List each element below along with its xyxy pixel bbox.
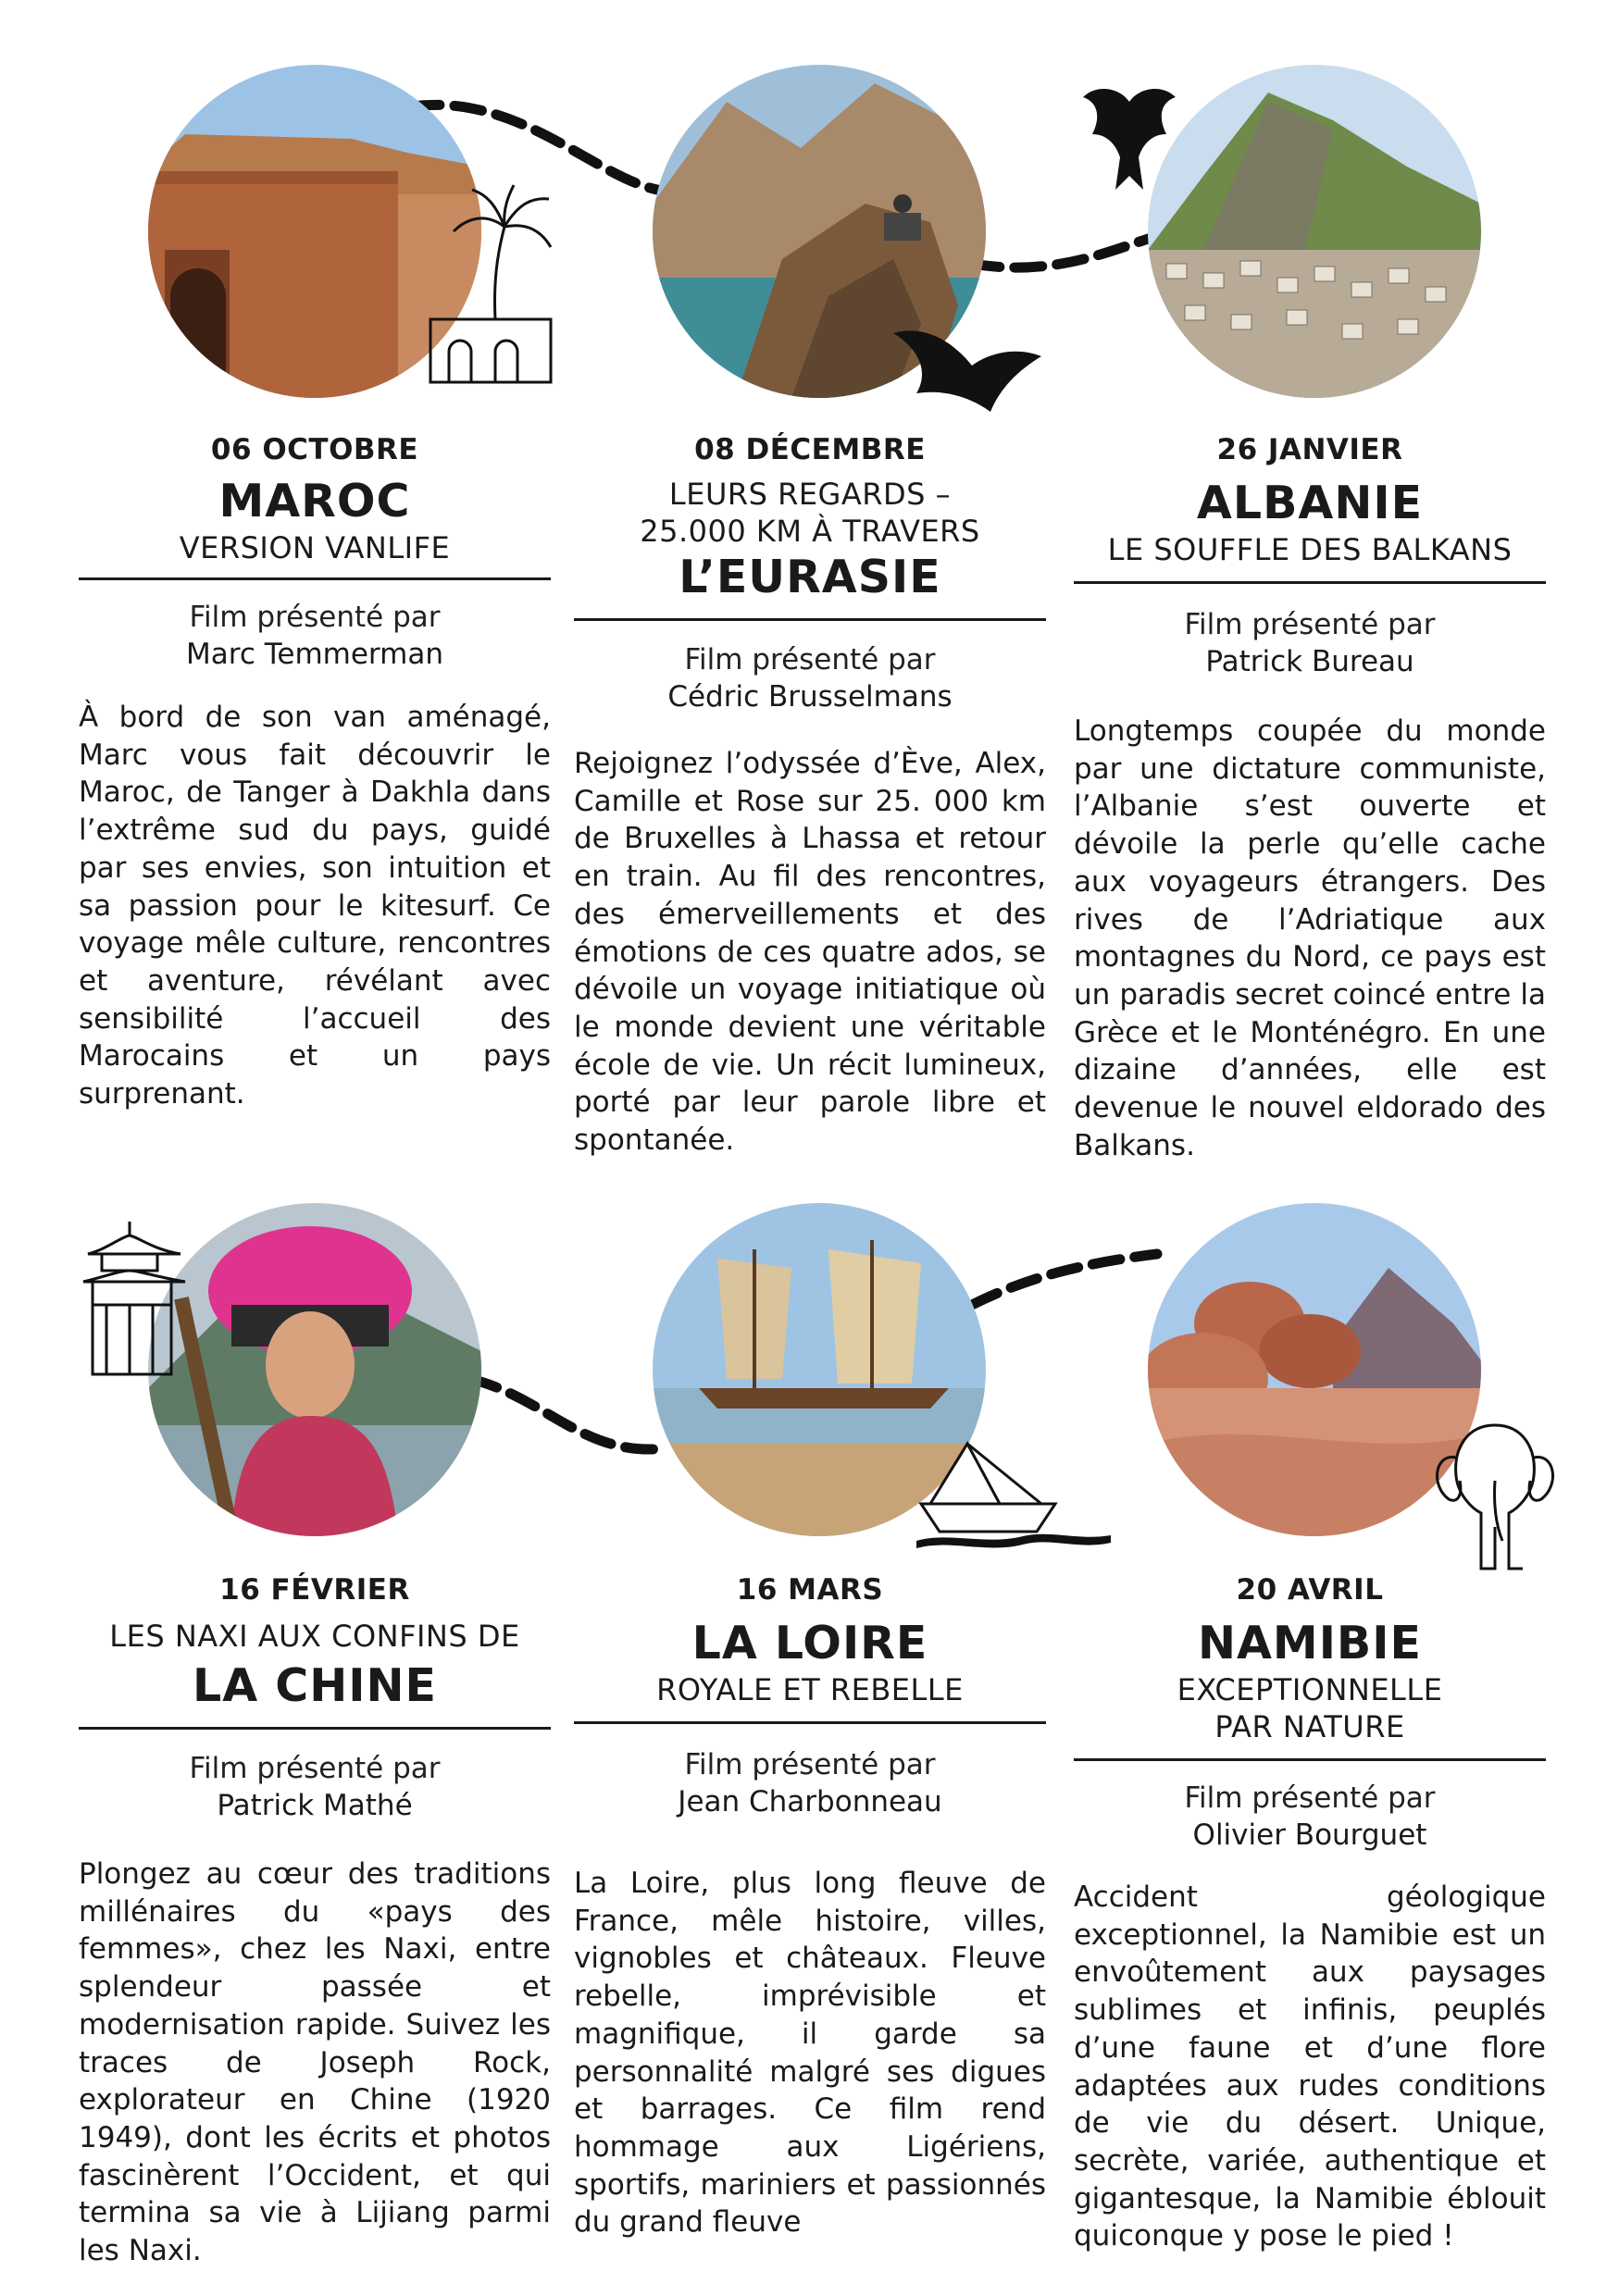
event-subtitle: ROYALE ET REBELLE [656,1672,964,1707]
presenter-name: Marc Temmerman [186,638,443,671]
event-subtitle: VERSION VANLIFE [179,530,451,565]
event-subtitle: LE SOUFFLE DES BALKANS [1107,532,1513,567]
presenter-label: Film présenté par [189,601,441,634]
event-date: 06 OCTOBRE [210,433,419,466]
presenter-label: Film présenté par [1184,608,1436,641]
event-pretitle: LEURS REGARDS – [668,477,952,512]
event-title: L’EURASIE [679,551,941,603]
event-pretitle: 25.000 KM À TRAVERS [640,514,980,549]
event-date: 26 JANVIER [1216,433,1403,466]
presenter-label: Film présenté par [684,643,936,676]
event-card-namibie [1074,1573,1546,1854]
divider [1074,581,1546,584]
event-title: MAROC [218,475,411,527]
event-subtitle: PAR NATURE [1214,1709,1405,1744]
event-description: À bord de son van aménagé, Marc vous fait découvrir le Maroc, de Tanger à Dakhla dans l’extrême sud du pays, guidé par ses envies, son intuition et sa passion pour le kitesurf. Ce voyage mêle culture, rencontres et aventure, révélant avec sensibilité l’accueil des Marocains et un pays surprenant. [79,701,551,1111]
presenter-name: Cédric Brusselmans [667,680,953,714]
presenter-name: Olivier Bourguet [1192,1818,1427,1852]
divider [79,577,551,580]
event-pretitle: LES NAXI AUX CONFINS DE [109,1619,520,1654]
event-description: Longtemps coupée du monde par une dictature communiste, l’Albanie s’est ouverte et dévoile la perle qu’elle cache aux voyageurs étrangers. Des rives de l’Adriatique aux montagnes du Nord, ce pays est un paradis secret coincé entre la Grèce et le Monténégro. En une dizaine d’années, elle est devenue le nouvel eldorado des Balkans. [1074,714,1546,1162]
event-date: 16 FÉVRIER [219,1573,410,1607]
albanian-eagle-icon [1078,83,1180,194]
divider [574,1721,1046,1724]
event-card-albanie [1074,433,1546,680]
event-description: La Loire, plus long fleuve de France, mêle histoire, villes, vignobles et châteaux. Fleuve rebelle, imprévisible et magnifique, il garde sa personnalité malgré ses digues et barrages. Ce film rend hommage aux Ligériens, sportifs, mariniers et passionnés du grand fleuve [574,1867,1046,2240]
divider [574,618,1046,621]
bird-icon [889,315,1046,416]
event-title: LA CHINE [193,1659,437,1712]
event-date: 08 DÉCEMBRE [694,433,926,466]
event-card-loire [574,1573,1046,1820]
event-card-maroc [79,433,551,673]
event-card-eurasie [574,433,1046,715]
event-card-chine [79,1573,551,1824]
pagoda-icon [79,1217,190,1379]
presenter-label: Film présenté par [189,1752,441,1785]
palm-house-icon [421,180,560,384]
event-title: NAMIBIE [1198,1617,1422,1669]
presenter-label: Film présenté par [684,1748,936,1781]
photo-chine [148,1203,481,1536]
presenter-label: Film présenté par [1184,1781,1436,1815]
presenter-name: Patrick Mathé [217,1789,413,1822]
event-title: ALBANIE [1196,477,1424,529]
event-description: Accident géologique exceptionnel, la Namibie est un envoûtement aux paysages sublimes et infinis, peuplés d’une faune et d’une flore adaptées aux rudes conditions de vie du désert. Unique, secrète, variée, authentique et gigantesque, la Namibie éblouit quiconque y pose le pied ! [1074,1880,1546,2253]
presenter-name: Jean Charbonneau [678,1785,942,1818]
event-subtitle: EXCEPTIONNELLE [1177,1672,1443,1707]
event-description: Rejoignez l’odyssée d’Ève, Alex, Camille et Rose sur 25. 000 km de Bruxelles à Lhassa et retour en train. Au fil des rencontres, des émerveillements et des émotions de ces quatre ados, se dévoile un voyage initiatique où le monde devient une véritable école de vie. Un récit lumineux, porté par leur parole libre et spontanée. [574,747,1046,1158]
divider [79,1727,551,1730]
photo-albanie [1148,65,1481,398]
divider [1074,1758,1546,1761]
elephant-icon [1430,1407,1560,1573]
paper-boat-icon [912,1439,1115,1559]
event-title: LA LOIRE [691,1617,928,1669]
event-description: Plongez au cœur des traditions millénaires du «pays des femmes», chez les Naxi, entre splendeur passée et modernisation rapide. Suivez les traces de Joseph Rock, explorateur en Chine (1920 1949), dont les écrits et photos fascinèrent l’Occident, et qui termina sa vie à Lijiang parmi les Naxi. [79,1857,551,2268]
presenter-name: Patrick Bureau [1205,645,1414,678]
event-date: 20 AVRIL [1236,1573,1384,1607]
event-date: 16 MARS [736,1573,884,1607]
